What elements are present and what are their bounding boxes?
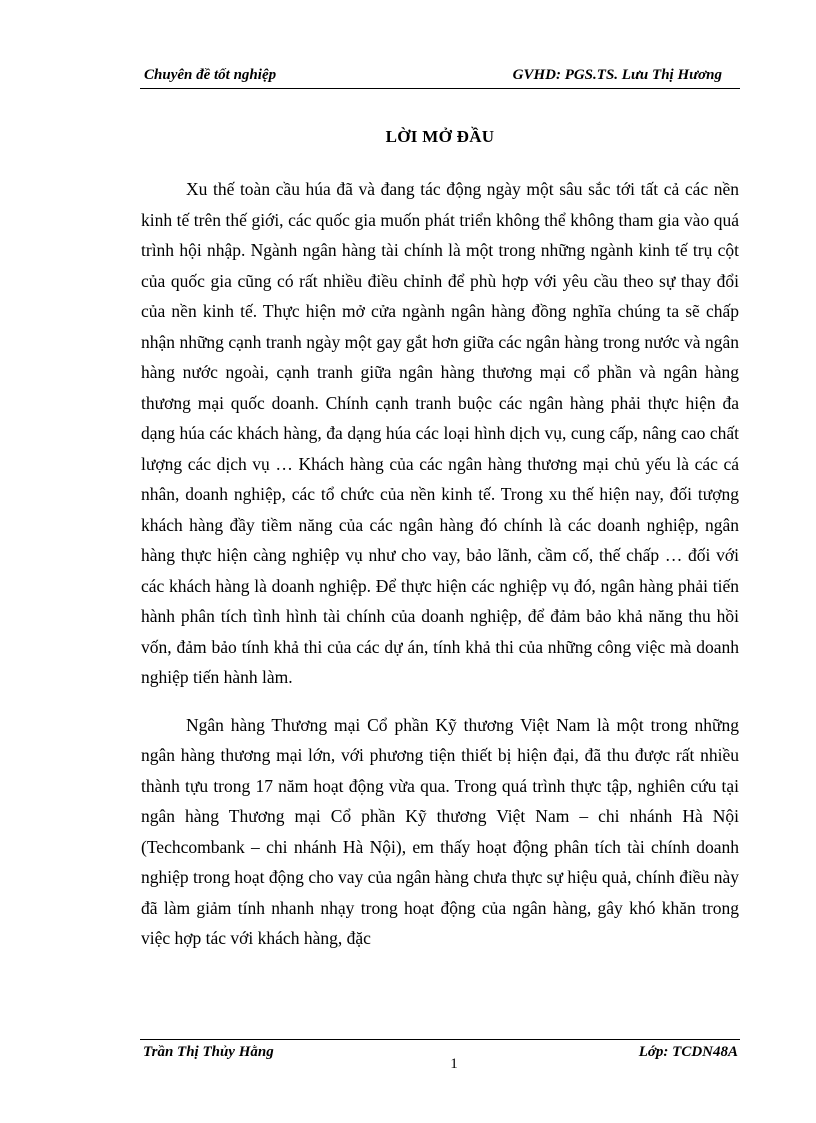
page-number: 1	[450, 1056, 458, 1072]
footer-author: Trần Thị Thủy Hằng	[143, 1044, 274, 1060]
header-supervisor: GVHD: PGS.TS. Lưu Thị Hương	[512, 67, 722, 83]
paragraph-1: Xu thế toàn cầu húa đã và đang tác động ngày một sâu sắc tới tất cả các nền kinh tế trên thế giới, các quốc gia muốn phát triển không thể không tham gia vào quá trình hội nhập. Ngành ngân hàng tài chính là một trong những ngành kinh tế trụ cột của quốc gia cũng có rất nhiều điều chỉnh để phù hợp với yêu cầu theo sự thay đổi của nền kinh tế. Thực hiện mở cửa ngành ngân hàng đồng nghĩa chúng ta sẽ chấp nhận những cạnh tranh ngày một gay gắt hơn giữa các ngân hàng trong nước và ngân hàng nước ngoài, cạnh tranh giữa ngân hàng thương mại cổ phần và ngân hàng thương mại quốc doanh. Chính cạnh tranh buộc các ngân hàng phải thực hiện đa dạng húa các khách hàng, đa dạng húa các loại hình dịch vụ, cung cấp, nâng cao chất lượng các dịch vụ … Khách hàng của các ngân hàng thương mại chủ yếu là các cá nhân, doanh nghiệp, các tổ chức của nền kinh tế. Trong xu thế hiện nay, đối tượng khách hàng đầy tiềm năng của các ngân hàng đó chính là các doanh nghiệp, ngân hàng thực hiện càng nghiệp vụ như cho vay, bảo lãnh, cầm cố, thế chấp … đối với các khách hàng là doanh nghiệp. Để thực hiện các nghiệp vụ đó, ngân hàng phải tiến hành phân tích tình hình tài chính của doanh nghiệp, để đảm bảo khả năng thu hồi vốn, đảm bảo tính khả thi của các dự án, tính khả thi của những công việc mà doanh nghiệp tiến hành làm.	[141, 179, 739, 687]
footer-divider	[140, 1039, 740, 1040]
paragraph-2: Ngân hàng Thương mại Cổ phần Kỹ thương Việt Nam là một trong những ngân hàng thương mại lớn, với phương tiện thiết bị hiện đại, đã thu được rất nhiều thành tựu trong 17 năm hoạt động vừa qua. Trong quá trình thực tập, nghiên cứu tại ngân hàng Thương mại Cổ phần Kỹ thương Việt Nam – chi nhánh Hà Nội (Techcombank – chi nhánh Hà Nội), em thấy hoạt động phân tích tài chính doanh nghiệp trong hoạt động cho vay của ngân hàng chưa thực sự hiệu quả, chính điều này đã làm giảm tính nhanh nhạy trong hoạt động của ngân hàng, gây khó khăn trong việc hợp tác với khách hàng, đặc	[141, 714, 739, 948]
page-title: LỜI MỞ ĐẦU	[385, 127, 495, 146]
page-header	[140, 64, 740, 89]
footer-class: Lớp: TCDN48A	[638, 1044, 738, 1060]
header-document-type: Chuyên đề tốt nghiệp	[144, 67, 277, 83]
body-text	[141, 174, 739, 954]
